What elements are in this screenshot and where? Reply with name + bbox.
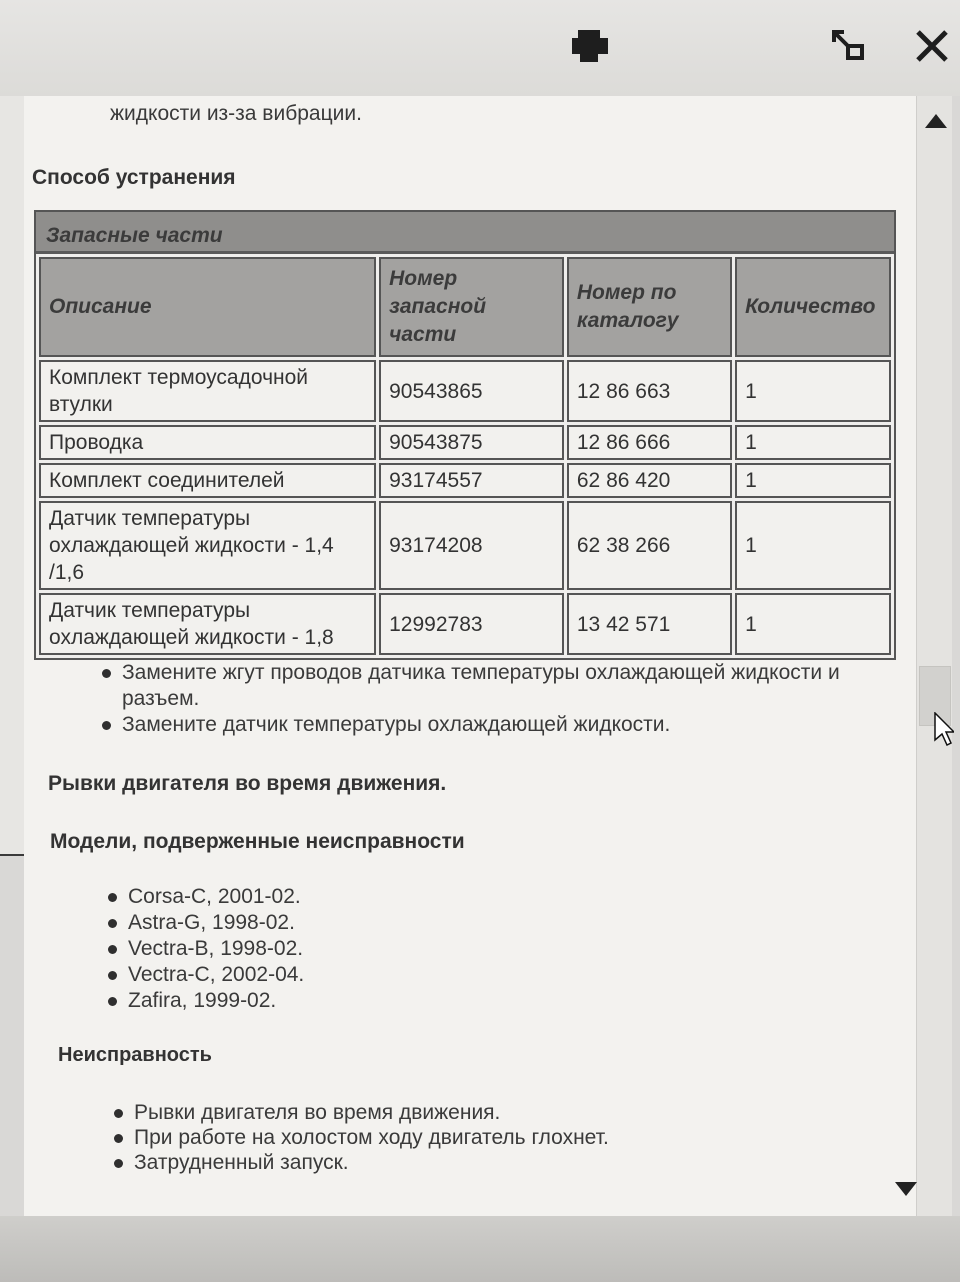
mouse-cursor-icon <box>934 712 954 746</box>
section-heading-jerks: Рывки двигателя во время движения. <box>48 772 447 795</box>
faults-list <box>112 1100 609 1175</box>
vertical-scrollbar[interactable] <box>916 96 952 1216</box>
cell-part-number: 93174208 <box>379 501 564 590</box>
scroll-down-arrow-icon[interactable] <box>895 1182 917 1196</box>
list-item: Vectra-B, 1998-02. <box>106 936 304 962</box>
list-item: Corsa-C, 2001-02. <box>106 884 304 910</box>
table-row <box>39 360 891 422</box>
cell-quantity: 1 <box>735 425 891 460</box>
table-header-row <box>39 257 891 357</box>
table-row <box>39 501 891 590</box>
column-header-description: Описание <box>39 257 376 357</box>
document-content <box>24 96 916 1216</box>
section-heading-models: Модели, подверженные неисправности <box>50 830 465 853</box>
scroll-up-arrow-icon[interactable] <box>925 114 947 128</box>
column-header-part-number: Номер запасной части <box>379 257 564 357</box>
section-heading-fault: Неисправность <box>58 1044 212 1066</box>
parts-table-caption: Запасные части <box>36 212 894 254</box>
close-icon[interactable] <box>912 26 952 66</box>
cell-part-number: 93174557 <box>379 463 564 498</box>
cell-description: Датчик температуры охлаждающей жидкости - 1,8 <box>39 593 376 655</box>
print-icon[interactable] <box>570 26 610 66</box>
cell-description: Проводка <box>39 425 376 460</box>
list-item: Astra-G, 1998-02. <box>106 910 304 936</box>
cell-catalog-number: 12 86 663 <box>567 360 732 422</box>
list-item: Рывки двигателя во время движения. <box>112 1100 609 1125</box>
table-row <box>39 425 891 460</box>
cell-quantity: 1 <box>735 463 891 498</box>
cell-catalog-number: 62 86 420 <box>567 463 732 498</box>
parts-table <box>34 210 896 660</box>
cell-quantity: 1 <box>735 593 891 655</box>
cell-catalog-number: 62 38 266 <box>567 501 732 590</box>
list-item: Zafira, 1999-02. <box>106 988 304 1014</box>
window-titlebar <box>0 0 960 96</box>
continued-text: жидкости из-за вибрации. <box>110 102 362 125</box>
list-item: Vectra-C, 2002-04. <box>106 962 304 988</box>
cell-catalog-number: 12 86 666 <box>567 425 732 460</box>
column-header-quantity: Количество <box>735 257 891 357</box>
list-item: Замените датчик температуры охлаждающей жидкости. <box>100 712 890 738</box>
restore-icon[interactable] <box>828 26 868 66</box>
cell-part-number: 12992783 <box>379 593 564 655</box>
cell-catalog-number: 13 42 571 <box>567 593 732 655</box>
list-item: Замените жгут проводов датчика температуры охлаждающей жидкости и разъем. <box>100 660 890 712</box>
cell-part-number: 90543875 <box>379 425 564 460</box>
list-item: При работе на холостом ходу двигатель глохнет. <box>112 1125 609 1150</box>
table-row <box>39 593 891 655</box>
column-header-catalog-number: Номер по каталогу <box>567 257 732 357</box>
fix-steps-list <box>100 660 890 738</box>
list-item: Затрудненный запуск. <box>112 1150 609 1175</box>
cell-quantity: 1 <box>735 501 891 590</box>
window-bottom-edge <box>0 1216 960 1282</box>
cell-description: Комплект соединителей <box>39 463 376 498</box>
table-row <box>39 463 891 498</box>
cell-part-number: 90543865 <box>379 360 564 422</box>
cell-description: Датчик температуры охлаждающей жидкости - 1,4 /1,6 <box>39 501 376 590</box>
cell-description: Комплект термоусадочной втулки <box>39 360 376 422</box>
section-heading-fix: Способ устранения <box>32 166 236 189</box>
cell-quantity: 1 <box>735 360 891 422</box>
models-list <box>106 884 304 1014</box>
